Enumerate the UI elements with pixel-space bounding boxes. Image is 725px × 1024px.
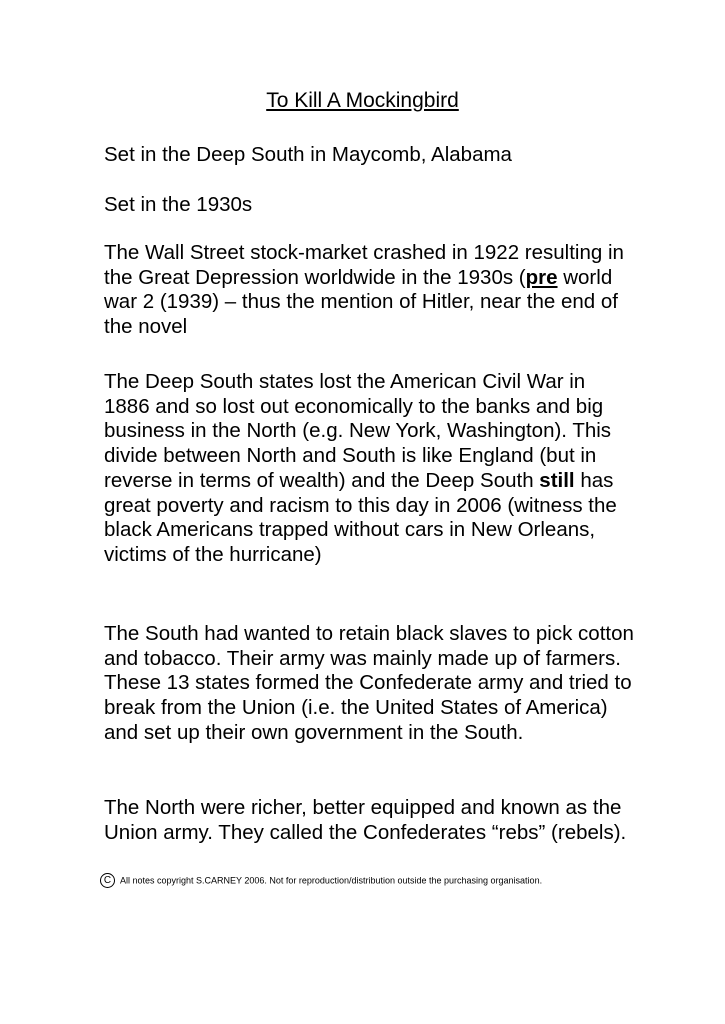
paragraph-civil-war-text-2: has great poverty and racism to this day in 2006 (witness the black Americans trapped without cars in New Orleans, victims of the hurricane) [104,468,617,566]
paragraph-civil-war [104,370,634,568]
paragraph-depression-text-1: The Wall Street stock-market crashed in 1922 resulting in the Great Depression worldwide in the 1930s ( [104,241,624,289]
paragraph-civil-war-text-1: The Deep South states lost the American Civil War in 1886 and so lost out economically to the banks and big business in the North (e.g. New York, Washington). This divide between North and South is like England (but in reverse in terms of wealth) and the Deep South [104,370,612,492]
copyright-notice: All notes copyright S.CARNEY 2006. Not for reproduction/distribution outside the purchasing organisation. [120,875,543,886]
copyright-icon: C [100,873,115,888]
emphasis-still: still [539,468,575,492]
paragraph-depression-text-2: world war 2 (1939) – thus the mention of Hitler, near the end of the novel [104,265,618,339]
paragraph-confederacy: The South had wanted to retain black slaves to pick cotton and tobacco. Their army was mainly made up of farmers. These 13 states formed the Confederate army and tried to break from the Union (i.e. the United States of America) and set up their own government in the South. [104,622,634,744]
copyright-footer [100,872,620,889]
paragraph-setting-place: Set in the Deep South in Maycomb, Alabama [104,143,512,166]
paragraph-setting-time: Set in the 1930s [104,193,253,216]
paragraph-union: The North were richer, better equipped and known as the Union army. They called the Confederates “rebs” (rebels). [104,796,627,844]
emphasis-pre: pre [525,265,558,289]
document-title: To Kill A Mockingbird [266,89,459,112]
paragraph-depression [104,241,634,340]
